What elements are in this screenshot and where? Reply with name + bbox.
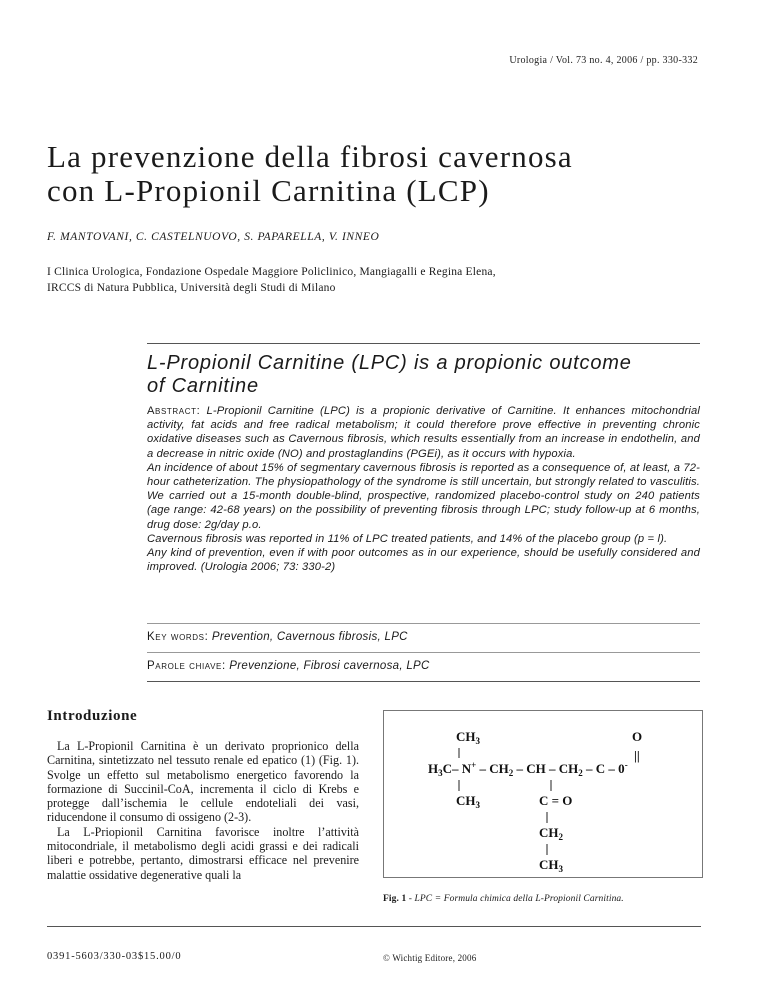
footer-copyright: © Wichtig Editore, 2006 [383, 953, 477, 963]
body-paragraph-2: La L-Priopionil Carnitina favorisce inoltre l’attività mitocondriale, il metabolismo degli acidi grassi e dei radicali liberi e potrebbe, pertanto, dimostrarsi efficace nel prevenire malattie ossidative degenerative quali la [47, 824, 359, 882]
o-top-atom: O [632, 729, 643, 744]
key-words [147, 631, 700, 643]
figure-1-chemical-formula [383, 710, 703, 878]
key-words-value: Prevention, Cavernous fibrosis, LPC [211, 631, 408, 643]
abstract-bottom-rule [147, 681, 700, 682]
english-title [147, 352, 700, 398]
figure-caption-label: Fig. 1 [383, 894, 407, 904]
body-text [47, 739, 359, 882]
main-chain: $H_3C-$ $N^+ - CH_2$ – CH – $CH_2$ – C – 0- [428, 760, 628, 778]
abstract-label: Abstract: [147, 405, 201, 417]
ch2-group: $CH_2$ [539, 825, 563, 842]
parole-chiave-label: Parole chiave: [147, 660, 226, 672]
carbonyl-group: C = O [539, 793, 573, 808]
footer-rule [47, 926, 701, 927]
abstract-paragraph-3: We carried out a 15-month double-blind, prospective, randomized placebo-control study on 240 patients (age range: 42-68 years) on the possibility of preventing fibrosis through LPC; study follow-up at 6 months, drug dose: 2g/day p.o. [147, 490, 700, 531]
english-title-line-1: L-Propionil Carnitine (LPC) is a propionic outcome [147, 352, 632, 374]
parole-chiave-value: Prevenzione, Fibrosi cavernosa, LPC [229, 660, 430, 672]
article-title-line-1: La prevenzione della fibrosi cavernosa [47, 139, 573, 174]
body-paragraph-1: La L-Propionil Carnitina è un derivato proprionico della Carnitina, sintetizzato nel tessuto renale ed epatico (1) (Fig. 1). Svolge un effetto sul metabolismo energetico favorendo la formazione di Succinil-CoA, incrementa il ciclo di Krebs e protegge dall’ischemia le cellule endoteliali dei vasi, riducendone il consumo di ossigeno (2-3). [47, 739, 359, 825]
ch3-terminal-group: $CH_3$ [539, 857, 563, 874]
affiliation-line-2: IRCCS di Natura Pubblica, Università degli Studi di Milano [47, 282, 336, 294]
abstract-paragraph-4: Cavernous fibrosis was reported in 11% of LPC treated patients, and 14% of the placebo group (p = l). [147, 532, 668, 545]
chemical-structure-diagram [384, 711, 702, 877]
keywords-rule [147, 623, 700, 624]
parole-chiave-rule [147, 652, 700, 653]
affiliation [47, 264, 727, 296]
figure-caption-text: - LPC = Formula chimica della L-Propionil Carnitina. [406, 894, 624, 904]
double-bond-mark: || [634, 748, 640, 763]
footer-code: 0391-5603/330-03$15.00/0 [47, 951, 182, 962]
key-words-label: Key words: [147, 631, 209, 643]
abstract-top-rule [147, 343, 700, 344]
abstract [147, 404, 700, 574]
article-title-line-2: con L-Propionil Carnitina (LCP) [47, 173, 490, 208]
running-head: Urologia / Vol. 73 no. 4, 2006 / pp. 330-332 [509, 55, 698, 66]
parole-chiave [147, 660, 700, 672]
ch3-top-group: $CH_3$ [456, 729, 480, 746]
abstract-paragraph-1: L-Propionil Carnitine (LPC) is a propionic derivative of Carnitine. It enhances mitochondrial activity, fat acids and free radical metabolism; it could therefore prove effective in preventing chronic oxidative diseases such as Cavernous fibrosis, which results essentially from an increase in endothelin, and a decrease in nitric oxide (NO) and prostaglandins (PGEi), as it occurs with hypoxia. [147, 405, 700, 460]
article-title [47, 140, 687, 208]
affiliation-line-1: I Clinica Urologica, Fondazione Ospedale Maggiore Policlinico, Mangiagalli e Regina Elena, [47, 266, 496, 278]
english-title-line-2: of Carnitine [147, 375, 259, 397]
abstract-paragraph-5: Any kind of prevention, even if with poor outcomes as in our experience, should be usefully considered and improved. (Urologia 2006; 73: 330-2) [147, 547, 700, 574]
authors: F. MANTOVANI, C. CASTELNUOVO, S. PAPARELLA, V. INNEO [47, 231, 380, 243]
section-heading-introduzione: Introduzione [47, 708, 138, 724]
abstract-paragraph-2: An incidence of about 15% of segmentary cavernous fibrosis is reported as a consequence of, at least, a 72-hour catheterization. The physiopathology of the syndrome is still uncertain, but strongly related to vasculitis. [147, 461, 700, 489]
ch3-bottom-group: $CH_3$ [456, 793, 480, 810]
figure-caption [383, 894, 624, 904]
